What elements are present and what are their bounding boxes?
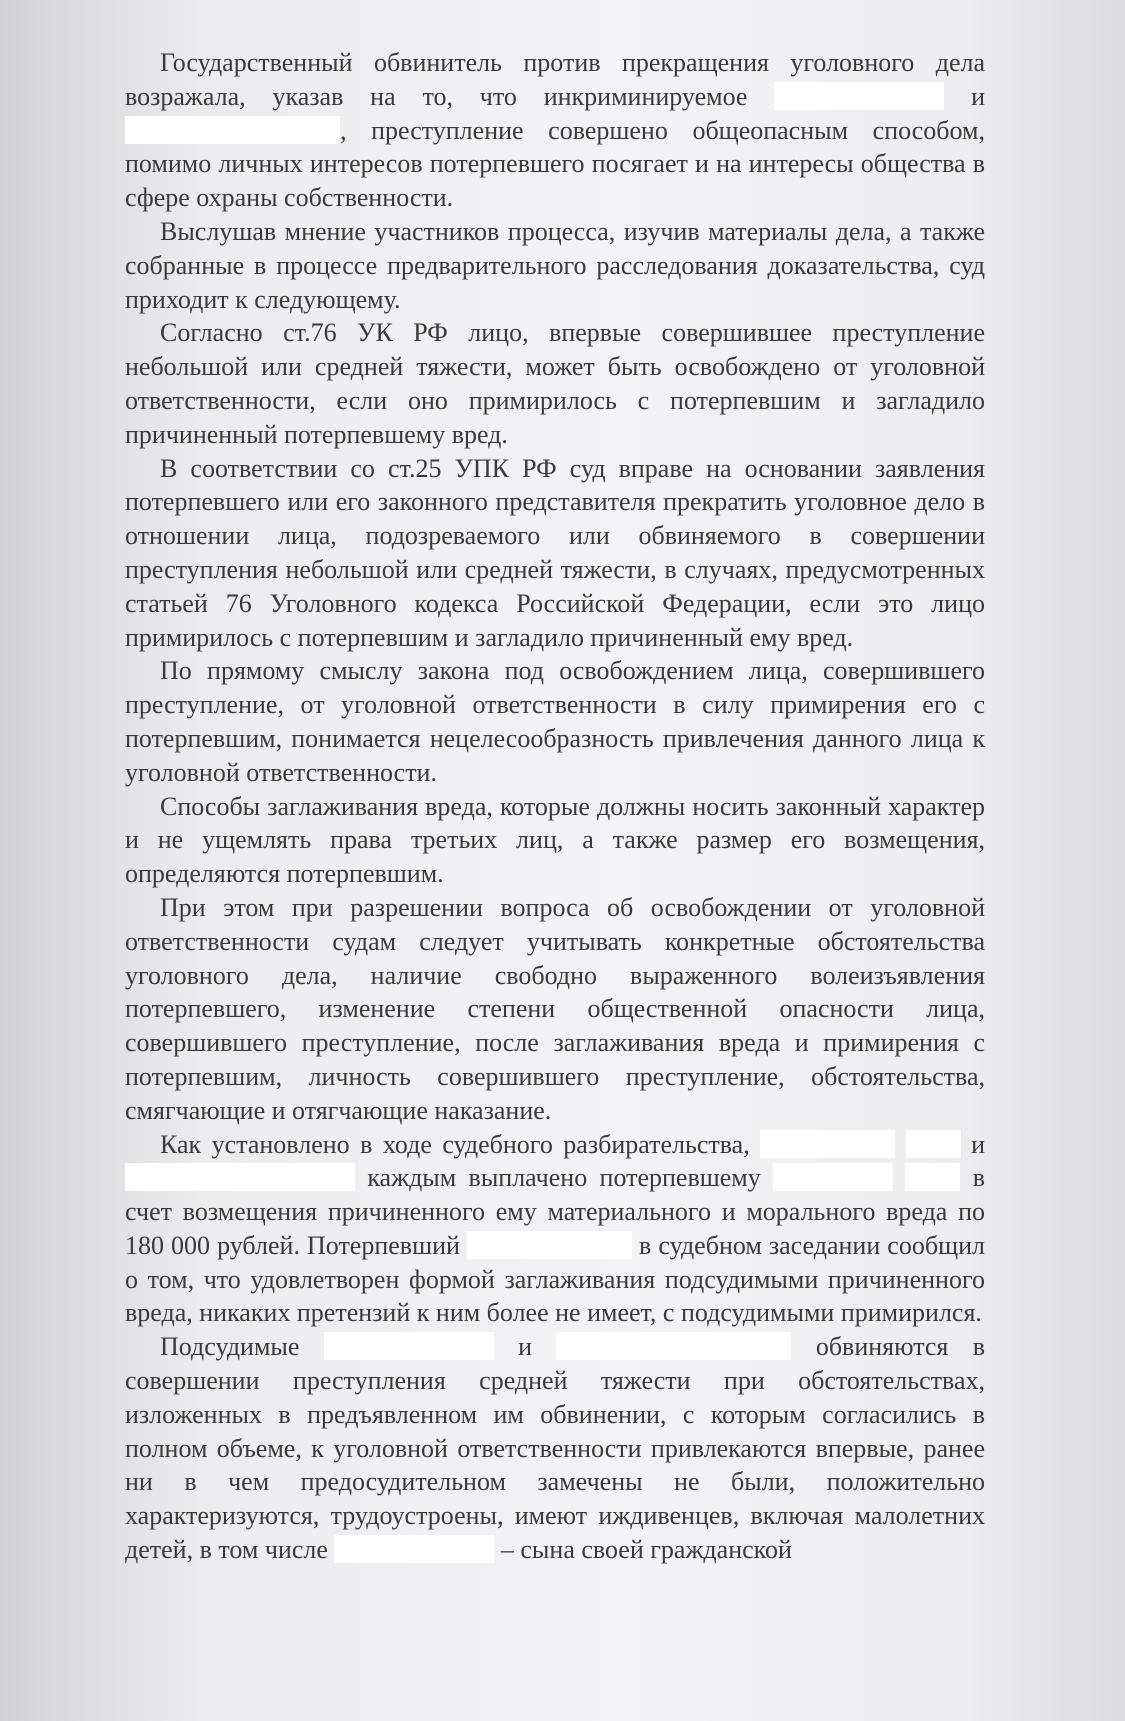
text-run: Государственный обвинитель против прекращения уголовного дела возражала, указав на то, что инкриминируемое	[125, 48, 985, 111]
text-run: Способы заглаживания вреда, которые должны носить законный характер и не ущемлять права третьих лиц, а также размер его возмещения, определяются потерпевшим.	[125, 791, 985, 889]
redaction-box	[906, 1130, 961, 1158]
text-run: Подсудимые	[160, 1332, 324, 1362]
redaction-box	[125, 116, 340, 144]
paragraph-p3	[125, 316, 985, 451]
text-run: и	[944, 81, 986, 111]
text-run: Как установлено в ходе судебного разбирательства,	[160, 1129, 761, 1159]
text-run	[895, 1130, 905, 1159]
text-run: , преступление совершено общеопасным способом, помимо личных интересов потерпевшего посягает и на интересы общества в сфере охраны собственности.	[125, 115, 985, 213]
paragraph-p7	[125, 891, 985, 1128]
paragraph-p2	[125, 215, 985, 316]
redaction-box	[324, 1332, 494, 1360]
text-run: в судебном заседании сообщил о том, что удовлетворен формой заглаживания подсудимыми причиненного вреда, никаких претензий к ним более не имеет, с подсудимыми примирился.	[125, 1230, 985, 1328]
paragraph-p8	[125, 1128, 985, 1331]
text-run: обвиняются в совершении преступления средней тяжести при обстоятельствах, изложенных в предъявленном им обвинении, с которым согласились в полном объеме, к уголовной ответственности привлекаются впервые, ранее ни в чем предосудительном замечены не были, положительно характеризуются, трудоустроены, имеют иждивенцев, включая малолетних детей, в том числе	[125, 1332, 986, 1565]
paragraph-p6	[125, 790, 985, 891]
text-run: – сына своей гражданской	[494, 1535, 792, 1565]
text-run: По прямому смыслу закона под освобождением лица, совершившего преступление, от уголовной ответственности в силу примирения его с потерпевшим, понимается нецелесообразность привлечения данного лица к уголовной ответственности.	[125, 656, 985, 787]
redaction-box	[760, 1130, 895, 1158]
redaction-box	[905, 1163, 960, 1191]
redaction-box	[125, 1163, 355, 1191]
text-run	[893, 1163, 905, 1192]
document-body	[125, 46, 985, 1567]
text-run: Выслушав мнение участников процесса, изучив материалы дела, а также собранные в процессе предварительного расследования доказательства, суд приходит к следующему.	[125, 216, 985, 314]
paragraph-p5	[125, 654, 985, 789]
text-run: и	[493, 1332, 557, 1362]
text-run: в счет возмещения причиненного ему материального и морального вреда по 180 000 рублей. Потерпевший	[125, 1163, 986, 1260]
paragraph-p1	[125, 46, 985, 215]
redaction-box	[556, 1332, 791, 1360]
text-run: и	[960, 1129, 986, 1159]
text-run: При этом при разрешении вопроса об освобождении от уголовной ответственности судам следует учитывать конкретные обстоятельства уголовного дела, наличие свободно выраженного волеизъявления потерпевшего, изменение степени общественной опасности лица, совершившего преступление, после заглаживания вреда и примирения с потерпевшим, личность совершившего преступление, обстоятельства, смягчающие и отягчающие наказание.	[125, 892, 985, 1125]
text-run: Согласно ст.76 УК РФ лицо, впервые совершившее преступление небольшой или средней тяжести, может быть освобождено от уголовной ответственности, если оно примирилось с потерпевшим и загладило причиненный потерпевшему вред.	[125, 318, 985, 449]
text-run: каждым выплачено потерпевшему	[355, 1163, 774, 1193]
paragraph-p9	[125, 1330, 985, 1567]
redaction-box	[773, 1163, 893, 1191]
paragraph-p4	[125, 452, 985, 655]
redaction-box	[774, 82, 944, 110]
redaction-box	[334, 1535, 494, 1563]
text-run: В соответствии со ст.25 УПК РФ суд вправе на основании заявления потерпевшего или его законного представителя прекратить уголовное дело в отношении лица, подозреваемого или обвиняемого в совершении преступления небольшой или средней тяжести, в случаях, предусмотренных статьей 76 Уголовного кодекса Российской Федерации, если это лицо примирилось с потерпевшим и загладило причиненный ему вред.	[125, 453, 985, 652]
redaction-box	[467, 1231, 632, 1259]
